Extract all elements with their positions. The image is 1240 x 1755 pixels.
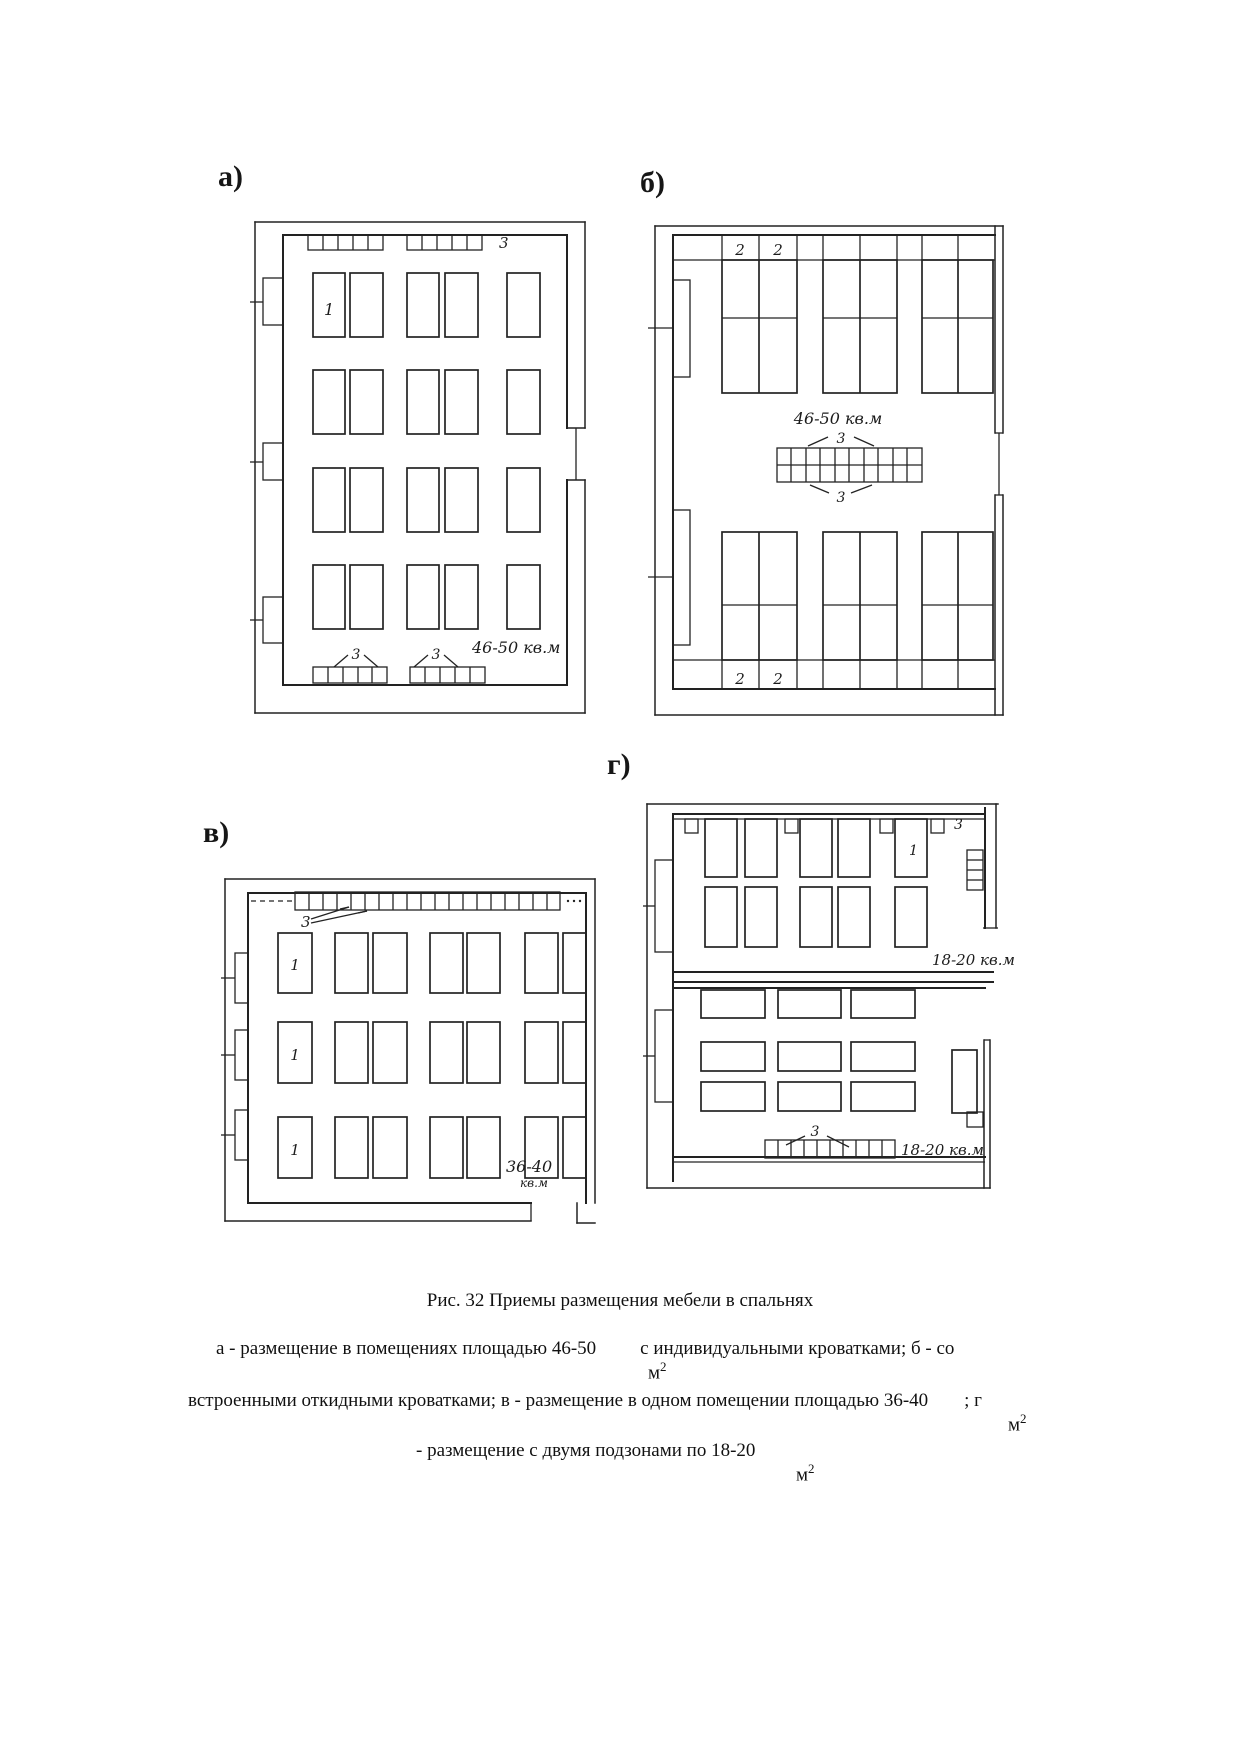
room-area-unit-label: кв.м: [520, 1176, 548, 1190]
caption-line-2-part-a: встроенными откидными кроватками; в - размещение в одном помещении площадью 36-40: [188, 1390, 929, 1411]
cabinet-number-label: 3: [301, 913, 311, 931]
bed: [445, 468, 478, 532]
caption-unit-2: [1008, 1411, 1027, 1437]
bed: [563, 1117, 586, 1178]
bed: [407, 565, 439, 629]
plan-a-label: а): [218, 160, 243, 193]
caption-line-3-text: - размещение с двумя подзонами по 18-20: [416, 1440, 756, 1461]
bed-number-label: 2: [735, 670, 745, 688]
bed: [838, 819, 870, 877]
bed: [745, 819, 777, 877]
plan-g-walls: [643, 804, 998, 1188]
unit-symbol: м: [648, 1362, 661, 1384]
bed: [800, 887, 832, 947]
bed: [701, 990, 765, 1018]
bed: [838, 887, 870, 947]
plan-a-drawing: [250, 215, 587, 720]
bed: [407, 273, 439, 337]
cabinet-number-label: 3: [431, 647, 441, 663]
bed: [851, 990, 915, 1018]
plan-b-drawing: [648, 219, 1008, 721]
bed: [778, 1082, 841, 1111]
room-area-label: 18-20 кв.м: [901, 1141, 984, 1159]
plan-a-top-wardrobe-strips: [308, 235, 482, 250]
bed: [313, 370, 345, 434]
room-area-label: 46-50 кв.м: [472, 638, 561, 657]
bed: [335, 1117, 368, 1178]
unit-superscript: 2: [1020, 1411, 1027, 1426]
plan-b-folding-beds-top: [722, 235, 993, 393]
bed-number-label: 1: [290, 1141, 300, 1159]
caption-line-1-part-b: с индивидуальными кроватками; б - со: [640, 1338, 955, 1359]
bed: [373, 933, 407, 993]
unit-superscript: 2: [660, 1359, 667, 1374]
caption-line-2: [188, 1390, 982, 1413]
plan-a-beds: [313, 273, 540, 629]
bed: [507, 468, 540, 532]
bed: [895, 887, 927, 947]
plan-g-drawing: [643, 798, 1021, 1194]
wall-pilaster: [235, 1030, 248, 1080]
caption-line-1: [216, 1338, 954, 1361]
bed-number-label: 2: [773, 670, 783, 688]
bed: [313, 468, 345, 532]
bed: [350, 565, 383, 629]
nightstand: [931, 819, 944, 833]
bed: [407, 370, 439, 434]
bed: [373, 1117, 407, 1178]
wall-pilaster: [673, 510, 690, 645]
plan-g-top-room-beds: [685, 819, 983, 947]
bed: [335, 1022, 368, 1083]
wall-pilaster: [655, 860, 673, 952]
caption-unit-1: [648, 1359, 667, 1385]
room-area-label: 46-50 кв.м: [793, 409, 883, 428]
bed: [350, 468, 383, 532]
plan-b-label: б): [640, 166, 665, 199]
bed: [507, 370, 540, 434]
bed: [430, 933, 463, 993]
nightstand: [967, 1112, 983, 1127]
plan-v-beds: [278, 933, 586, 1178]
wall-pilaster: [263, 597, 283, 643]
bed: [445, 370, 478, 434]
bed: [525, 933, 558, 993]
nightstand: [685, 819, 698, 833]
bed: [467, 933, 500, 993]
cabinet-number-label: 3: [836, 431, 846, 447]
bed: [745, 887, 777, 947]
bed: [851, 1082, 915, 1111]
bed: [373, 1022, 407, 1083]
bed: [705, 819, 737, 877]
bed: [507, 565, 540, 629]
wall-pilaster: [673, 280, 690, 377]
cabinet-number-label: 3: [836, 490, 846, 506]
plan-b-center-wardrobe-strip: [777, 437, 922, 493]
cabinet-number-label: 3: [351, 647, 361, 663]
plan-b-walls: [648, 226, 1003, 715]
bed: [851, 1042, 915, 1071]
bed: [445, 565, 478, 629]
bed: [563, 933, 586, 993]
bed: [350, 273, 383, 337]
bed: [350, 370, 383, 434]
bed-number-label: 2: [773, 241, 783, 259]
wall-pilaster: [655, 1010, 673, 1102]
caption-line-1-part-a: а - размещение в помещениях площадью 46-50: [216, 1338, 597, 1359]
cabinet-number-label: 3: [499, 234, 509, 252]
plan-b-folding-beds-bottom: [722, 532, 993, 689]
caption-line-2-part-b: ; г: [964, 1390, 982, 1411]
nightstand: [880, 819, 893, 833]
cabinet-number-label: 3: [954, 817, 963, 833]
bed: [507, 273, 540, 337]
plan-g-wardrobe-strip: [765, 1136, 895, 1158]
bed-number-label: 1: [290, 956, 300, 974]
nightstand: [785, 819, 798, 833]
plan-g-label: г): [607, 748, 631, 781]
plan-g-bottom-room-beds: [701, 990, 983, 1127]
bed: [430, 1022, 463, 1083]
bed: [800, 819, 832, 877]
bed: [778, 990, 841, 1018]
wall-pilaster: [263, 443, 283, 480]
room-area-label: 36-40: [506, 1157, 553, 1176]
caption-line-3: [416, 1440, 755, 1463]
unit-superscript: 2: [808, 1461, 815, 1476]
plan-a-bottom-wardrobe-strips: [313, 655, 485, 683]
bed: [467, 1022, 500, 1083]
bed: [313, 565, 345, 629]
bed-number-label: 2: [735, 241, 745, 259]
bed: [467, 1117, 500, 1178]
bed: [563, 1022, 586, 1083]
unit-symbol: м: [1008, 1414, 1021, 1436]
bed: [701, 1042, 765, 1071]
wall-pilaster: [235, 1110, 248, 1160]
bed: [778, 1042, 841, 1071]
bed: [407, 468, 439, 532]
wall-pilaster: [263, 278, 283, 325]
bed: [525, 1022, 558, 1083]
plan-v-label: в): [203, 816, 230, 849]
bed: [952, 1050, 977, 1113]
unit-symbol: м: [796, 1464, 809, 1486]
bed: [430, 1117, 463, 1178]
wall-pilaster: [235, 953, 248, 1003]
bed: [445, 273, 478, 337]
bed: [705, 887, 737, 947]
bed-number-label: 1: [324, 300, 335, 319]
caption-unit-3: [796, 1461, 815, 1487]
bed: [335, 933, 368, 993]
room-area-label: 18-20 кв.м: [932, 951, 1015, 969]
plan-v-drawing: [221, 875, 603, 1227]
bed: [701, 1082, 765, 1111]
bed-number-label: 1: [909, 843, 918, 859]
cabinet-number-label: 3: [810, 1124, 820, 1140]
bed-number-label: 1: [290, 1046, 300, 1064]
figure-caption-title: Рис. 32 Приемы размещения мебели в спальнях: [426, 1290, 814, 1311]
